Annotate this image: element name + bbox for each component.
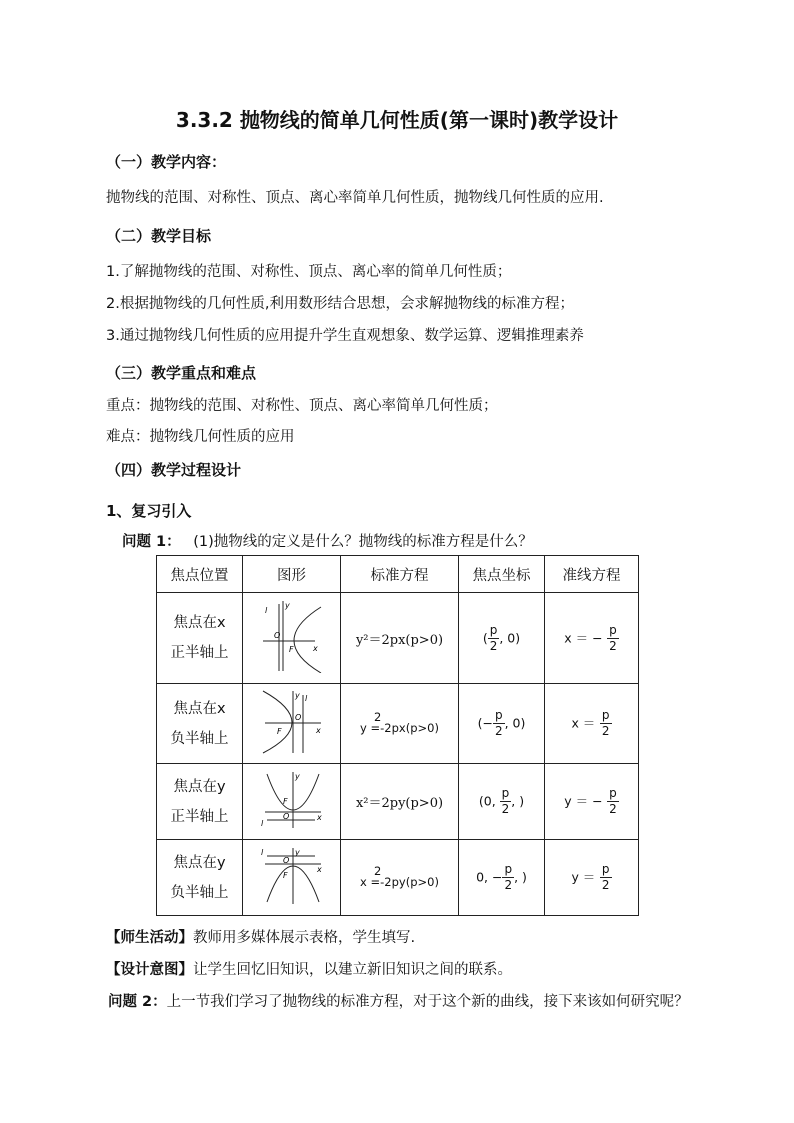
focus-label: F: [282, 796, 288, 806]
table-row: [157, 593, 639, 684]
page-title: 3.3.2 抛物线的简单几何性质(第一课时)教学设计: [175, 108, 619, 132]
table-row: [157, 684, 639, 764]
header-standard-equation: 标准方程: [341, 556, 459, 593]
origin-label: O: [273, 631, 280, 640]
activity-text: 教师用多媒体展示表格，学生填写.: [193, 930, 416, 946]
fraction-p-over-2: $\frac{p}{2}$: [494, 708, 503, 738]
question-1-text: (1)抛物线的定义是什么？抛物线的标准方程是什么？: [193, 534, 533, 550]
objective-3: 3.通过抛物线几何性质的应用提升学生直观想象、数学运算、逻辑推理素养: [106, 328, 584, 344]
fraction-p-over-2: $\frac{p}{2}$: [609, 622, 617, 653]
graph-cell: [243, 684, 341, 764]
axis-y-label: y: [294, 690, 300, 700]
graph-cell: [243, 840, 341, 916]
directrix-cell: x ＝ $\frac{p}{2}$: [545, 684, 639, 764]
focus-position-cell: 焦点在x 正半轴上: [157, 593, 243, 684]
axis-y-label: y: [294, 771, 300, 781]
equation-cell: 2 x =-2py(p>0): [341, 840, 459, 916]
table-row: [157, 764, 639, 840]
question-2-label: 问题 2：: [108, 994, 167, 1010]
table-header-row: [157, 556, 639, 593]
section-3-heading: （三）教学重点和难点: [106, 364, 257, 382]
section-1-text: 抛物线的范围、对称性、顶点、离心率简单几何性质，抛物线几何性质的应用.: [106, 190, 604, 206]
focus-label: F: [288, 645, 294, 654]
directrix-cell: y ＝ $\frac{p}{2}$: [545, 840, 639, 916]
origin-label: O: [282, 811, 289, 821]
equation-cell: 2 y =-2px(p>0): [341, 684, 459, 764]
directrix-label: l: [264, 606, 267, 615]
focus-coordinate-cell: (− $\frac{p}{2}$ , 0): [459, 684, 545, 764]
parabola-right-graph: [259, 599, 325, 673]
graph-cell: [243, 764, 341, 840]
section-1-heading: （一）教学内容：: [106, 153, 227, 171]
fraction-p-over-2: $\frac{p}{2}$: [609, 786, 617, 816]
directrix-label: l: [304, 693, 307, 703]
axis-y-label: y: [294, 847, 300, 857]
question-1-label: 问题 1：: [122, 534, 181, 550]
focus-position-cell: 焦点在y 正半轴上: [157, 764, 243, 840]
directrix-cell: y ＝ − $\frac{p}{2}$: [545, 764, 639, 840]
origin-label: O: [282, 855, 289, 865]
axis-x-label: x: [316, 812, 322, 822]
focus-coordinate-cell: ( $\frac{p}{2}$ , 0): [459, 593, 545, 684]
objective-2: 2.根据抛物线的几何性质,利用数形结合思想，会求解抛物线的标准方程；: [106, 296, 574, 312]
directrix-label: l: [260, 818, 263, 828]
activity-label: 【师生活动】: [106, 930, 193, 946]
origin-label: O: [294, 712, 301, 722]
parabola-up-graph: [259, 770, 325, 830]
directrix-label: l: [260, 847, 263, 857]
focus-label: F: [282, 870, 288, 880]
focus-position-cell: 焦点在x 负半轴上: [157, 684, 243, 764]
difficult-point: 难点：抛物线几何性质的应用: [106, 429, 295, 445]
section-4-heading: （四）教学过程设计: [106, 461, 242, 479]
design-intent: [106, 958, 512, 979]
parabola-table: [156, 555, 639, 916]
section-2-heading: （二）教学目标: [106, 227, 212, 245]
header-directrix: 准线方程: [545, 556, 639, 593]
focus-label: F: [276, 726, 282, 736]
header-graph: 图形: [243, 556, 341, 593]
graph-cell: [243, 593, 341, 684]
equation-cell: x²＝2py(p>0): [341, 764, 459, 840]
focus-position-cell: 焦点在y 负半轴上: [157, 840, 243, 916]
axis-x-label: x: [315, 725, 321, 735]
teacher-student-activity: [106, 926, 415, 947]
axis-y-label: y: [284, 601, 290, 610]
question-2-text: 上一节我们学习了抛物线的标准方程，对于这个新的曲线，接下来该如何研究呢？: [166, 994, 689, 1010]
fraction-p-over-2: $\frac{p}{2}$: [601, 708, 610, 738]
directrix-cell: x ＝ − $\frac{p}{2}$: [545, 593, 639, 684]
equation-cell: y²＝2px(p>0): [341, 593, 459, 684]
header-focus-coordinates: 焦点坐标: [459, 556, 545, 593]
question-2: [108, 990, 689, 1011]
focus-coordinate-cell: 0, − $\frac{p}{2}$ , ): [459, 840, 545, 916]
intent-text: 让学生回忆旧知识，以建立新旧知识之间的联系。: [193, 962, 512, 978]
fraction-p-over-2: $\frac{p}{2}$: [489, 622, 498, 653]
fraction-p-over-2: $\frac{p}{2}$: [504, 862, 513, 892]
parabola-left-graph: [259, 689, 325, 755]
intent-label: 【设计意图】: [106, 962, 193, 978]
header-focus-position: 焦点位置: [157, 556, 243, 593]
question-1: [122, 530, 533, 551]
axis-x-label: x: [312, 644, 318, 653]
fraction-p-over-2: $\frac{p}{2}$: [501, 786, 510, 816]
review-heading: 1、复习引入: [106, 502, 192, 520]
parabola-down-graph: [259, 846, 325, 906]
objective-1: 1.了解抛物线的范围、对称性、顶点、离心率的简单几何性质；: [106, 264, 512, 280]
axis-x-label: x: [316, 864, 322, 874]
fraction-p-over-2: $\frac{p}{2}$: [601, 862, 610, 892]
focus-coordinate-cell: (0, $\frac{p}{2}$ , ): [459, 764, 545, 840]
key-point: 重点：抛物线的范围、对称性、顶点、离心率简单几何性质；: [106, 398, 498, 414]
table-row: [157, 840, 639, 916]
